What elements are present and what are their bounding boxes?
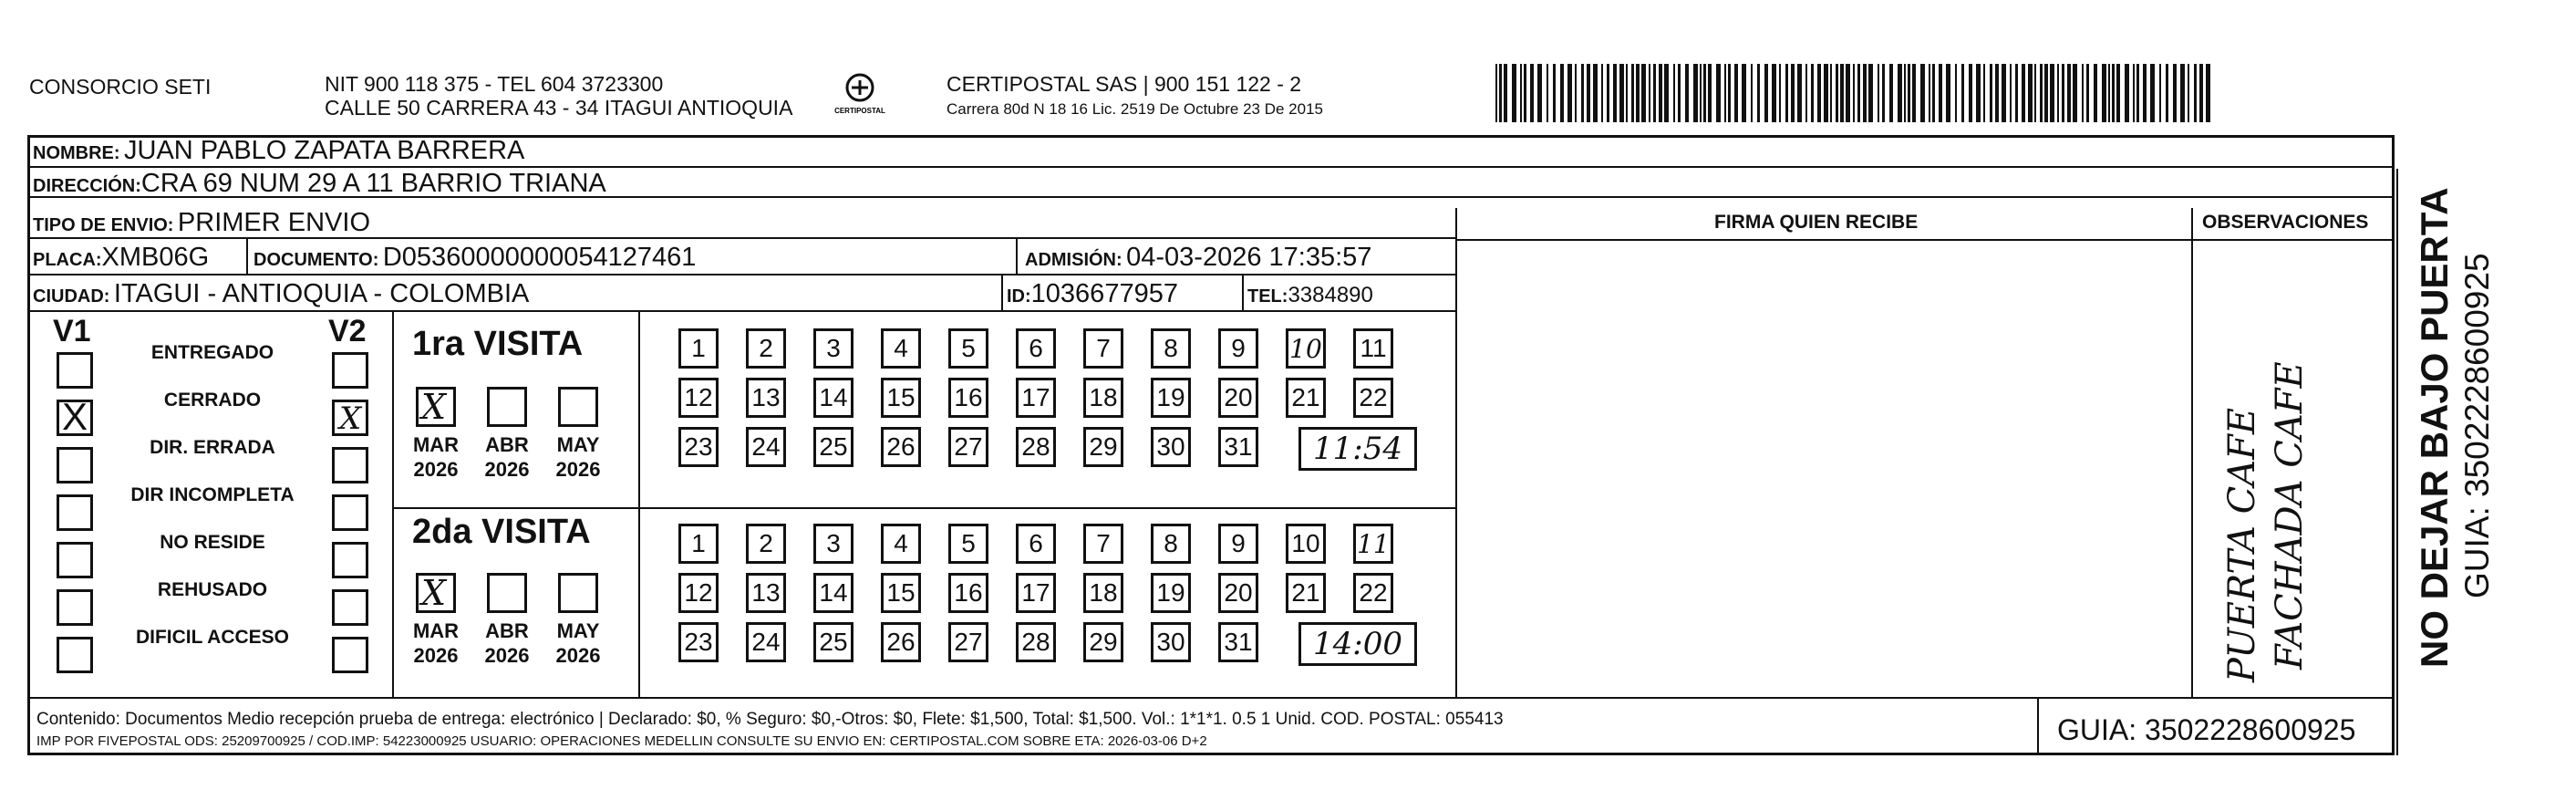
barcode-bar (1593, 64, 1598, 122)
second-visit-month-label: ABR 2026 (484, 619, 530, 667)
status-label: ENTREGADO (150, 342, 274, 363)
second-visit-month-label: MAR 2026 (412, 619, 460, 667)
barcode-bar (1878, 64, 1879, 122)
label-frame (27, 135, 2395, 755)
first-visit-day-25: 25 (813, 427, 853, 467)
second-visit-day-17: 17 (1016, 573, 1056, 613)
first-visit-day-20: 20 (1218, 378, 1258, 418)
direccion-field: DIRECCIÓN:CRA 69 NUM 29 A 11 BARRIO TRIANA (33, 169, 606, 198)
barcode-bar (1567, 64, 1572, 122)
barcode-bar (1653, 64, 1656, 122)
second-visit-day-24: 24 (746, 622, 786, 662)
side-warning: NO DEJAR BAJO PUERTA (2413, 187, 2456, 668)
barcode-bar (2015, 64, 2018, 122)
v1-cerrado-mark: X (62, 395, 88, 438)
barcode-bar (1990, 64, 1992, 122)
barcode-bar (1779, 64, 1781, 122)
barcode-bar (1495, 64, 1497, 122)
barcode-bar (1587, 64, 1590, 122)
barcode-bar (2194, 64, 2197, 122)
first-visit-title: 1ra VISITA (412, 325, 584, 363)
second-visit-day-2: 2 (746, 524, 786, 564)
firma-label: FIRMA QUIEN RECIBE (1714, 212, 1919, 233)
first-visit-day-14: 14 (813, 378, 853, 418)
barcode-bar (1581, 64, 1584, 122)
barcode-bar (1530, 64, 1534, 122)
barcode-bar (1601, 64, 1603, 122)
placa-field: PLACA:XMB06G (33, 243, 210, 272)
barcode-bar (1619, 64, 1624, 122)
barcode-bar (2112, 64, 2115, 122)
first-visit-day-4: 4 (881, 328, 921, 369)
v1-checkbox (57, 542, 93, 578)
barcode-bar (2206, 64, 2210, 122)
barcode-bar (2180, 64, 2185, 122)
certipostal-logo (832, 71, 888, 119)
second-visit-title: 2da VISITA (412, 513, 591, 551)
barcode-bar (1764, 64, 1768, 122)
second-visit-day-14: 14 (813, 573, 853, 613)
v1-checkbox (57, 637, 93, 673)
barcode-bar (1882, 64, 1885, 122)
barcode-bar (1929, 64, 1930, 122)
second-visit-day-26: 26 (881, 622, 921, 662)
status-label: NO RESIDE (160, 532, 265, 553)
first-visit-month-label: ABR 2026 (484, 433, 530, 481)
barcode-bar (1673, 64, 1675, 122)
second-visit-day-11: 11 (1353, 524, 1393, 564)
first-visit-day-1: 1 (678, 328, 719, 369)
second-visit-day-27: 27 (948, 622, 988, 662)
first-visit-day-28: 28 (1016, 427, 1056, 467)
barcode-bar (2073, 64, 2077, 122)
status-label: REHUSADO (157, 579, 268, 600)
barcode-bar (2143, 64, 2147, 122)
barcode-bar (2108, 64, 2110, 122)
barcode-bar (1983, 64, 1985, 122)
barcode-bar (1524, 64, 1526, 122)
documento-field: DOCUMENTO: D05360000000054127461 (253, 243, 697, 272)
barcode-bar (2199, 64, 2203, 122)
barcode-bar (1575, 64, 1577, 122)
barcode-bar (1607, 64, 1609, 122)
barcode-bar (1939, 64, 1942, 122)
barcode-bar (1912, 64, 1916, 122)
v1-checkbox (57, 589, 93, 626)
barcode-bar (1857, 64, 1860, 122)
second-visit-month-box (487, 573, 527, 613)
barcode-bar (2057, 64, 2059, 122)
first-visit-day-18: 18 (1083, 378, 1123, 418)
second-visit-day-10: 10 (1286, 524, 1326, 564)
footer-print-info: IMP POR FIVEPOSTAL ODS: 25209700925 / COD.IMP: 54223000925 USUARIO: OPERACIONES MEDELLIN CONSULTE SU ENVIO EN: CERTIPOSTAL.COM SOBRE ETA: 2026-03-06 D+2 (36, 733, 1207, 749)
id-field: ID:1036677957 (1007, 279, 1178, 308)
barcode-bar (1724, 64, 1726, 122)
v2-checkbox (332, 542, 368, 578)
barcode-bar (1946, 64, 1950, 122)
v2-checkbox (332, 637, 368, 673)
barcode-bar (1537, 64, 1542, 122)
barcode-bar (2188, 64, 2189, 122)
company-nit: NIT 900 118 375 - TEL 604 3723300 (325, 72, 664, 96)
status-label: DIR INCOMPLETA (130, 484, 295, 505)
barcode (1494, 64, 2214, 122)
barcode-bar (1664, 64, 1669, 122)
first-visit-day-24: 24 (746, 427, 786, 467)
barcode-bar (1520, 64, 1522, 122)
tipo-envio-field: TIPO DE ENVIO: PRIMER ENVIO (33, 208, 371, 237)
barcode-bar (1678, 64, 1681, 122)
first-visit-day-13: 13 (746, 378, 786, 418)
second-visit-day-4: 4 (881, 524, 921, 564)
barcode-bar (2102, 64, 2106, 122)
barcode-bar (1817, 64, 1821, 122)
v1-checkbox (57, 447, 93, 483)
company-name: CONSORCIO SETI (29, 75, 212, 99)
v2-checkbox (332, 494, 368, 531)
first-visit-day-8: 8 (1151, 328, 1191, 369)
first-visit-day-29: 29 (1083, 427, 1123, 467)
status-label: DIFICIL ACCESO (135, 627, 289, 648)
barcode-bar (1772, 64, 1776, 122)
first-visit-month-box (558, 387, 598, 427)
barcode-bar (2050, 64, 2054, 122)
second-visit-day-15: 15 (881, 573, 921, 613)
status-label: CERRADO (163, 390, 262, 411)
second-visit-day-16: 16 (948, 573, 988, 613)
second-visit-day-5: 5 (948, 524, 988, 564)
observacion-handwritten-1: PUERTA CAFE (2221, 407, 2263, 682)
barcode-bar (1932, 64, 1935, 122)
barcode-bar (2044, 64, 2048, 122)
second-visit-month-box (558, 573, 598, 613)
barcode-bar (1751, 64, 1753, 122)
footer-guia: GUIA: 3502228600925 (2057, 713, 2356, 746)
barcode-bar (2002, 64, 2006, 122)
tel-field: TEL:3384890 (1247, 283, 1373, 307)
second-visit-day-22: 22 (1353, 573, 1393, 613)
barcode-bar (1649, 64, 1650, 122)
barcode-bar (1685, 64, 1689, 122)
barcode-bar (1504, 64, 1507, 122)
barcode-bar (2094, 64, 2097, 122)
second-visit-day-13: 13 (746, 573, 786, 613)
v1-checkbox (57, 494, 93, 531)
status-label: DIR. ERRADA (150, 437, 275, 458)
barcode-bar (2062, 64, 2064, 122)
first-visit-day-12: 12 (678, 378, 719, 418)
barcode-bar (2082, 64, 2084, 122)
barcode-bar (1805, 64, 1807, 122)
second-visit-day-28: 28 (1016, 622, 1056, 662)
v2-checkbox (332, 352, 368, 389)
barcode-bar (1868, 64, 1873, 122)
second-visit-day-9: 9 (1218, 524, 1258, 564)
second-visit-day-6: 6 (1016, 524, 1056, 564)
barcode-bar (2034, 64, 2036, 122)
first-visit-day-16: 16 (948, 378, 988, 418)
barcode-bar (1626, 64, 1628, 122)
barcode-bar (2067, 64, 2071, 122)
barcode-bar (1693, 64, 1698, 122)
second-visit-day-31: 31 (1218, 622, 1258, 662)
second-visit-day-30: 30 (1151, 622, 1191, 662)
barcode-bar (1961, 64, 1964, 122)
barcode-bar (1659, 64, 1662, 122)
observaciones-label: OBSERVACIONES (2202, 212, 2369, 233)
barcode-bar (1863, 64, 1867, 122)
ciudad-field: CIUDAD: ITAGUI - ANTIOQUIA - COLOMBIA (33, 279, 530, 308)
barcode-bar (1716, 64, 1721, 122)
barcode-bar (1708, 64, 1712, 122)
second-visit-time-box: 14:00 (1298, 622, 1417, 666)
barcode-bar (1757, 64, 1760, 122)
barcode-bar (2136, 64, 2139, 122)
barcode-bar (1824, 64, 1828, 122)
barcode-bar (1734, 64, 1738, 122)
barcode-bar (1811, 64, 1814, 122)
observacion-handwritten-2: FACHADA CAFE (2269, 361, 2311, 670)
admision-field: ADMISIÓN: 04-03-2026 17:35:57 (1025, 243, 1372, 272)
second-visit-day-18: 18 (1083, 573, 1123, 613)
second-visit-day-8: 8 (1151, 524, 1191, 564)
barcode-bar (1728, 64, 1731, 122)
barcode-bar (1969, 64, 1972, 122)
barcode-bar (1631, 64, 1634, 122)
first-visit-day-19: 19 (1151, 378, 1191, 418)
first-visit-day-22: 22 (1353, 378, 1393, 418)
v2-checkbox (332, 447, 368, 483)
barcode-bar (1830, 64, 1832, 122)
barcode-bar (1636, 64, 1640, 122)
barcode-bar (2086, 64, 2089, 122)
first-visit-month-mark: X (421, 387, 447, 427)
first-visit-day-27: 27 (948, 427, 988, 467)
second-visit-day-23: 23 (678, 622, 719, 662)
first-visit-day-3: 3 (813, 328, 853, 369)
second-visit-day-1: 1 (678, 524, 719, 564)
barcode-bar (1908, 64, 1910, 122)
second-visit-day-3: 3 (813, 524, 853, 564)
barcode-bar (2150, 64, 2155, 122)
barcode-bar (1889, 64, 1893, 122)
barcode-bar (1785, 64, 1788, 122)
first-visit-day-2: 2 (746, 328, 786, 369)
second-visit-day-12: 12 (678, 573, 719, 613)
barcode-bar (1553, 64, 1556, 122)
barcode-bar (1955, 64, 1957, 122)
first-visit-month-box (487, 387, 527, 427)
v2-checkbox (332, 589, 368, 626)
first-visit-day-30: 30 (1151, 427, 1191, 467)
first-visit-day-26: 26 (881, 427, 921, 467)
barcode-bar (1742, 64, 1746, 122)
barcode-bar (1853, 64, 1855, 122)
carrier-license: Carrera 80d N 18 16 Lic. 2519 De Octubre 23 De 2015 (947, 100, 1323, 118)
first-visit-day-7: 7 (1083, 328, 1123, 369)
barcode-bar (2010, 64, 2012, 122)
second-visit-day-21: 21 (1286, 573, 1326, 613)
second-visit-day-25: 25 (813, 622, 853, 662)
first-visit-day-11: 11 (1353, 328, 1393, 369)
barcode-bar (1512, 64, 1516, 122)
carrier-name: CERTIPOSTAL SAS | 900 151 122 - 2 (947, 72, 1302, 96)
barcode-bar (2040, 64, 2043, 122)
first-visit-time-box: 11:54 (1298, 427, 1417, 471)
first-visit-day-10: 10 (1286, 328, 1326, 369)
barcode-bar (1995, 64, 1999, 122)
barcode-bar (2133, 64, 2135, 122)
first-visit-day-6: 6 (1016, 328, 1056, 369)
first-visit-day-31: 31 (1218, 427, 1258, 467)
first-visit-day-23: 23 (678, 427, 719, 467)
barcode-bar (1836, 64, 1838, 122)
barcode-bar (2125, 64, 2129, 122)
barcode-bar (1613, 64, 1617, 122)
barcode-bar (1898, 64, 1902, 122)
barcode-bar (2116, 64, 2120, 122)
v1-checkbox (57, 352, 93, 389)
barcode-bar (1791, 64, 1795, 122)
barcode-bar (2159, 64, 2161, 122)
barcode-bar (1840, 64, 1844, 122)
v2-cerrado-mark: X (339, 400, 362, 437)
barcode-bar (1904, 64, 1906, 122)
barcode-bar (1547, 64, 1548, 122)
barcode-bar (1976, 64, 1981, 122)
barcode-bar (1700, 64, 1702, 122)
barcode-bar (1641, 64, 1646, 122)
barcode-bar (2028, 64, 2033, 122)
second-visit-day-7: 7 (1083, 524, 1123, 564)
second-visit-day-19: 19 (1151, 573, 1191, 613)
barcode-bar (1499, 64, 1502, 122)
barcode-bar (1560, 64, 1564, 122)
second-visit-day-20: 20 (1218, 573, 1258, 613)
second-visit-day-29: 29 (1083, 622, 1123, 662)
second-visit-month-mark: X (421, 573, 447, 613)
first-visit-day-17: 17 (1016, 378, 1056, 418)
first-visit-day-5: 5 (948, 328, 988, 369)
company-address: CALLE 50 CARRERA 43 - 34 ITAGUI ANTIOQUIA (325, 96, 793, 120)
barcode-bar (2166, 64, 2168, 122)
barcode-bar (2022, 64, 2025, 122)
footer-content: Contenido: Documentos Medio recepción prueba de entrega: electrónico | Declarado: $0, % Seguro: $0,-Otros: $0, Flete: $1,500, Total: $1,500. Vol.: 1*1*1. 0.5 1 Unid. COD. POSTAL: 055413 (36, 710, 1504, 729)
v2-header: V2 (328, 314, 367, 348)
nombre-field: NOMBRE: JUAN PABLO ZAPATA BARRERA (33, 136, 525, 165)
first-visit-day-9: 9 (1218, 328, 1258, 369)
v1-header: V1 (53, 314, 91, 348)
second-visit-month-label: MAY 2026 (555, 619, 601, 667)
first-visit-day-21: 21 (1286, 378, 1326, 418)
barcode-bar (1797, 64, 1802, 122)
barcode-bar (2173, 64, 2177, 122)
side-guia: GUIA: 3502228600925 (2458, 253, 2496, 598)
first-visit-month-label: MAY 2026 (555, 433, 601, 481)
svg-text:CERTIPOSTAL: CERTIPOSTAL (834, 107, 885, 115)
first-visit-day-15: 15 (881, 378, 921, 418)
barcode-bar (1703, 64, 1706, 122)
barcode-bar (1846, 64, 1850, 122)
barcode-bar (1920, 64, 1925, 122)
first-visit-month-label: MAR 2026 (412, 433, 460, 481)
